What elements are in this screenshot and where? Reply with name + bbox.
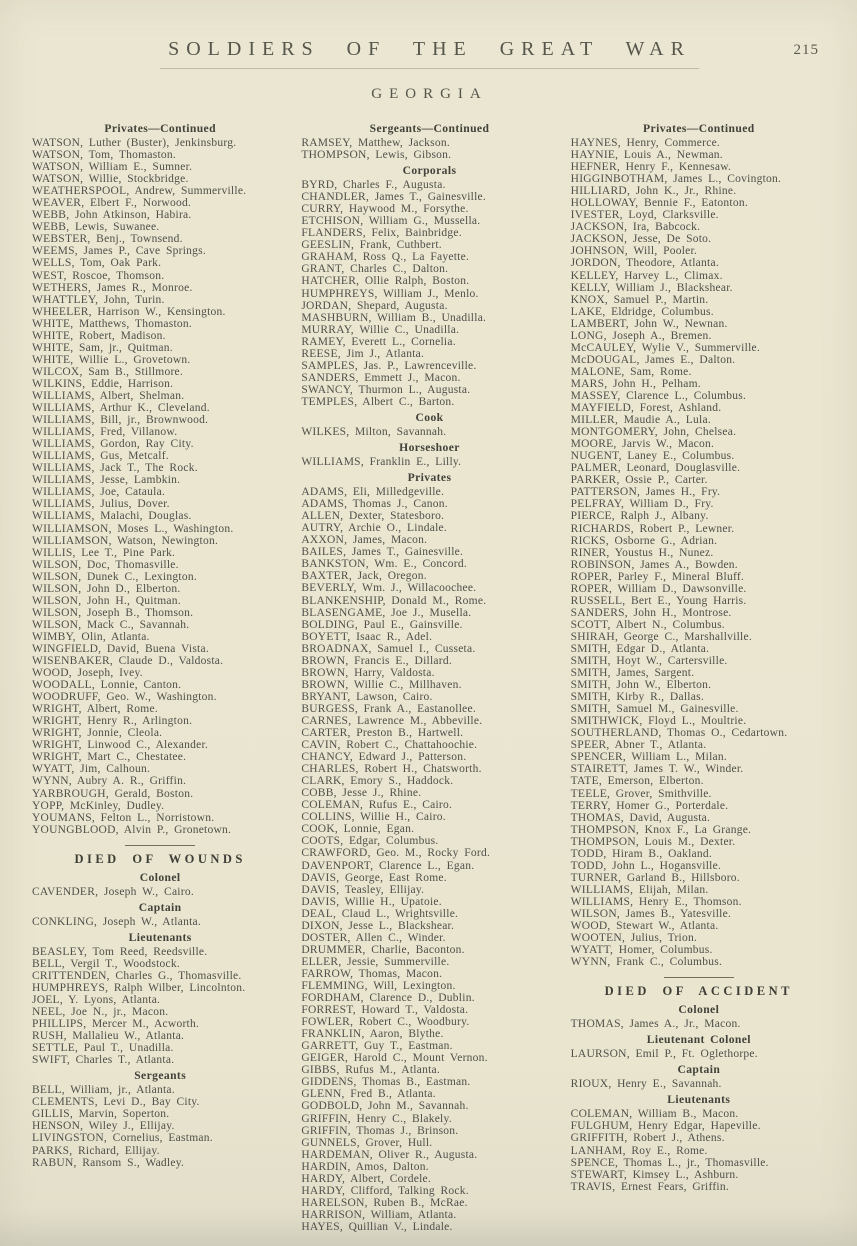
roster-entry: WRIGHT, Albert, Rome. [32,703,158,716]
roster-entry: WEAVER, Elbert F., Norwood. [32,197,192,210]
roster-entry: RUSH, Mallalieu W., Atlanta. [32,1030,185,1043]
roster-entry: SHIRAH, George C., Marshallville. [570,630,752,643]
rank-heading: Lieutenants [667,1093,731,1107]
roster-entry: WATSON, Luther (Buster), Jenkinsburg. [32,137,237,149]
roster-entry: COLEMAN, Rufus E., Cairo. [301,799,453,812]
roster-entry: SPEER, Abner T., Atlanta. [570,739,707,752]
roster-entry: GUNNELS, Grover, Hull. [301,1136,433,1149]
roster-entry: GODBOLD, John M., Savannah. [301,1100,469,1113]
roster-entry: TODD, Hiram B., Oakland. [570,847,713,860]
roster-entry: WILLIAMS, Jack T., The Rock. [32,462,198,475]
roster-entry: WHEELER, Harrison W., Kensington. [32,305,226,318]
rank-heading: Lieutenants [128,930,192,944]
roster-entry: HARELSON, Ruben B., McRae. [301,1196,468,1209]
roster-entry: BLASENGAME, Joe J., Musella. [301,606,472,619]
roster-entry: SCOTT, Albert N., Columbus. [570,618,725,631]
roster-entry: ROBINSON, James A., Bowden. [570,558,738,571]
roster-entry: BOLDING, Paul E., Gainsville. [301,618,463,631]
roster-entry: WHITE, Matthews, Thomaston. [32,317,193,330]
roster-entry: COLEMAN, William B., Macon. [570,1108,739,1121]
roster-entry: GEIGER, Harold C., Mount Vernon. [301,1052,488,1065]
roster-entry: WETHERS, James R., Monroe. [32,281,193,294]
roster-entry: ROPER, Parley F., Mineral Bluff. [570,570,745,583]
roster-entry: JACKSON, Ira, Babcock. [570,221,701,234]
roster-entry: JOHNSON, Will, Pooler. [570,245,698,258]
roster-entry: LIVINGSTON, Cornelius, Eastman. [32,1132,213,1145]
roster-entry: FULGHUM, Henry Edgar, Hapeville. [570,1120,761,1133]
roster-entry: WILLIS, Lee T., Pine Park. [32,546,176,559]
roster-entry: WILLIAMS, Arthur K., Cleveland. [32,402,210,415]
roster-entry: KNOX, Samuel P., Martin. [570,293,709,306]
roster-entry: WILSON, Mack C., Savannah. [32,618,190,631]
roster-entry: WILLIAMS, Franklin E., Lilly. [301,456,462,469]
roster-entry: SANDERS, Emmett J., Macon. [301,371,461,384]
roster-entry: COBB, Jesse J., Rhine. [301,787,422,800]
roster-entry: STEWART, Kimsey L., Ashburn. [570,1168,739,1181]
roster-entry: ADAMS, Eli, Milledgeville. [301,486,445,499]
roster-entry: WILLIAMS, Julius, Dover. [32,498,170,511]
rank-heading: Privates—Continued [643,122,755,135]
roster-entry: CRITTENDEN, Charles G., Thomasville. [32,969,242,982]
roster-entry: LAURSON, Emil P., Ft. Oglethorpe. [570,1048,758,1061]
roster-entry: SMITH, James, Sargent. [570,667,695,680]
roster-entry: HENSON, Wiley J., Ellijay. [32,1120,175,1133]
roster-entry: FLEMMING, Will, Lexington. [301,980,456,992]
roster-entry: WEBSTER, Benj., Townsend. [32,233,183,246]
roster-entry: WILLIAMS, Albert, Shelman. [32,389,185,402]
roster-entry: SETTLE, Paul T., Unadilla. [32,1042,174,1055]
roster-column [32,119,288,1169]
roster-entry: WEEMS, James P., Cave Springs. [32,245,207,258]
roster-entry: DOSTER, Allen C., Winder. [301,931,446,944]
roster-entry: DEAL, Claud L., Wrightsville. [301,907,459,920]
page-number: 215 [793,42,819,58]
rank-heading: Captain [138,900,182,914]
roster-entry: GRIFFITH, Robert J., Athens. [570,1132,725,1145]
roster-entry: PHILLIPS, Mercer M., Acworth. [32,1018,200,1031]
roster-entry: LAMBERT, John W., Newnan. [570,317,728,330]
roster-entry: DIXON, Jesse L., Blackshear. [301,919,455,932]
page-header [32,38,827,72]
roster-entry: AUTRY, Archie O., Lindale. [301,522,448,535]
roster-entry: LONG, Joseph A., Bremen. [570,329,712,342]
roster-entry: COOTS, Edgar, Columbus. [301,835,439,848]
roster-entry: WRIGHT, Linwood C., Alexander. [32,739,209,752]
roster-entry: FARROW, Thomas, Macon. [301,967,443,980]
roster-entry: GIBBS, Rufus M., Atlanta. [301,1064,440,1077]
roster-entry: HEFNER, Henry F., Kennesaw. [570,161,732,174]
roster-entry: WATSON, William E., Sumner. [32,161,193,174]
roster-entry: WYNN, Frank C., Columbus. [570,956,723,969]
roster-entry: MURRAY, Willie C., Unadilla. [301,323,460,336]
roster-entry: SWANCY, Thurmon L., Augusta. [301,383,471,396]
roster-entry: HARDIN, Amos, Dalton. [301,1160,429,1173]
roster-entry: GRAHAM, Ross Q., La Fayette. [301,251,470,264]
rank-heading: Colonel [678,1003,720,1017]
roster-entry: HATCHER, Ollie Ralph, Boston. [301,275,470,288]
roster-entry: HUMPHREYS, Ralph Wilber, Lincolnton. [32,981,246,994]
roster-entry: THOMPSON, Louis M., Dexter. [570,835,736,848]
roster-entry: BELL, William, jr., Atlanta. [32,1084,175,1097]
roster-entry: WOOTEN, Julius, Trion. [570,932,698,945]
roster-entry: GEESLIN, Frank, Cuthbert. [301,239,442,252]
roster-entry: HARDY, Albert, Cordele. [301,1172,432,1185]
rank-heading: Captain [677,1063,721,1077]
roster-entry: BROWN, Francis E., Dillard. [301,654,452,667]
roster-entry: PALMER, Leonard, Douglasville. [570,462,741,475]
roster-column [571,119,827,1193]
roster-entry: ALLEN, Dexter, Statesboro. [301,510,445,523]
rank-heading: Privates—Continued [104,122,216,135]
roster-entry: WEBB, John Atkinson, Habira. [32,209,192,222]
roster-entry: RAMEY, Everett L., Cornelia. [301,335,456,348]
roster-entry: CLEMENTS, Levi D., Bay City. [32,1096,200,1109]
state-heading: GEORGIA [371,86,488,102]
roster-entry: GILLIS, Marvin, Soperton. [32,1108,170,1121]
roster-entry: LAKE, Eldridge, Columbus. [570,305,714,318]
roster-entry: BRYANT, Lawson, Cairo. [301,690,433,703]
roster-entry: WILSON, James B., Yatesville. [570,908,732,920]
roster-entry: HOLLOWAY, Bennie F., Eatonton. [570,197,748,210]
roster-entry: SAMPLES, Jas. P., Lawrenceville. [301,359,477,372]
roster-entry: FORREST, Howard T., Valdosta. [301,1004,469,1017]
roster-entry: GLENN, Fred B., Atlanta. [301,1088,436,1101]
roster-entry: WEATHERSPOOL, Andrew, Summerville. [32,185,247,198]
roster-entry: CARNES, Lawrence M., Abbeville. [301,714,483,727]
roster-entry: WILLIAMS, Gordon, Ray City. [32,438,194,451]
roster-entry: BROWN, Harry, Valdosta. [301,666,435,679]
roster-entry: GARRETT, Guy T., Eastman. [301,1040,453,1053]
roster-entry: RIOUX, Henry E., Savannah. [570,1078,722,1091]
roster-entry: SMITH, Samuel M., Gainesville. [570,703,739,716]
roster-entry: JORDON, Theodore, Atlanta. [570,257,719,270]
roster-entry: WOOD, Joseph, Ivey. [32,667,143,680]
roster-entry: RICHARDS, Robert P., Lewner. [570,522,735,535]
roster-entry: HUMPHREYS, William J., Menlo. [301,287,479,300]
roster-entry: MILLER, Maudie A., Lula. [570,414,711,427]
roster-entry: THOMAS, James A., Jr., Macon. [570,1018,741,1031]
roster-entry: WILCOX, Sam B., Stillmore. [32,365,184,378]
roster-entry: BEASLEY, Tom Reed, Reedsville. [32,945,208,958]
roster-entry: HARDY, Clifford, Talking Rock. [301,1184,469,1197]
roster-entry: WILLIAMSON, Moses L., Washington. [32,522,234,535]
roster-entry: FLANDERS, Felix, Bainbridge. [301,227,462,240]
roster-entry: MARS, John H., Pelham. [570,377,701,390]
roster-entry: WHITE, Willie L., Grovetown. [32,353,191,366]
section-divider [125,845,195,846]
roster-entry: NUGENT, Laney E., Columbus. [570,450,735,463]
roster-entry: WILLIAMS, Gus, Metcalf. [32,450,169,463]
roster-entry: ROPER, William D., Dawsonville. [570,582,747,595]
roster-entry: CAVENDER, Joseph W., Cairo. [32,885,194,898]
section-divider [664,977,734,978]
roster-entry: KELLEY, Harvey L., Climax. [570,269,723,282]
roster-entry: SMITHWICK, Floyd L., Moultrie. [570,715,747,728]
roster-entry: WOOD, Stewart W., Atlanta. [570,920,719,933]
roster-entry: THOMAS, David, Augusta. [570,811,711,824]
roster-entry: HAYNIE, Louis A., Newman. [570,149,723,162]
roster-entry: YOUNGBLOOD, Alvin P., Gronetown. [32,823,232,836]
roster-entry: SPENCE, Thomas L., jr., Thomasville. [570,1156,769,1169]
roster-entry: RINER, Youstus H., Nunez. [570,546,714,559]
roster-entry: WATSON, Willie, Stockbridge. [32,173,189,186]
roster-entry: CRAWFORD, Geo. M., Rocky Ford. [301,847,491,860]
roster-entry: THOMPSON, Lewis, Gibson. [301,149,452,162]
roster-entry: BLANKENSHIP, Donald M., Rome. [301,594,487,607]
roster-entry: WEBB, Lewis, Suwanee. [32,221,160,234]
roster-entry: WYNN, Aubry A. R., Griffin. [32,775,187,788]
roster-entry: RAMSEY, Matthew, Jackson. [301,137,450,149]
roster-entry: CHARLES, Robert H., Chatsworth. [301,763,482,776]
roster-entry: TURNER, Garland B., Hillsboro. [570,871,740,884]
roster-entry: SANDERS, John H., Montrose. [570,606,732,619]
roster-entry: WYATT, Jim, Calhoun. [32,763,151,776]
roster-entry: BROADNAX, Samuel I., Cusseta. [301,642,476,655]
roster-entry: BANKSTON, Wm. E., Concord. [301,558,467,571]
roster-entry: WRIGHT, Henry R., Arlington. [32,715,193,728]
roster-entry: YOUMANS, Felton L., Norristown. [32,811,215,824]
roster-entry: BEVERLY, Wm. J., Willacoochee. [301,582,477,595]
roster-entry: BROWN, Willie C., Millhaven. [301,678,462,691]
roster-entry: LANHAM, Roy E., Rome. [570,1144,708,1157]
roster-entry: TEMPLES, Albert C., Barton. [301,395,455,408]
roster-entry: WILLIAMSON, Watson, Newington. [32,534,219,547]
roster-entry: SOUTHERLAND, Thomas O., Cedartown. [570,727,788,740]
roster-entry: HAYNES, Henry, Commerce. [570,137,721,149]
roster-entry: WILLIAMS, Fred, Villanow. [32,426,178,439]
roster-entry: DRUMMER, Charlie, Baconton. [301,943,465,956]
roster-entry: KELLY, William J., Blackshear. [570,281,733,294]
roster-entry: PARKS, Richard, Ellijay. [32,1144,160,1157]
roster-entry: BELL, Vergil T., Woodstock. [32,957,181,970]
roster-entry: SMITH, Hoyt W., Cartersville. [570,655,728,668]
rank-heading: Sergeants—Continued [369,122,490,135]
roster-entry: WILSON, Joseph B., Thomson. [32,606,194,619]
roster-entry: CURRY, Haywood M., Forsythe. [301,203,469,216]
roster-entry: IVESTER, Loyd, Clarksville. [570,209,719,222]
roster-entry: SMITH, Edgar D., Atlanta. [570,642,710,655]
roster-entry: SMITH, John W., Elberton. [570,679,712,692]
roster-entry: BYRD, Charles F., Augusta. [301,179,446,192]
roster-entry: MOORE, Jarvis W., Macon. [570,438,715,451]
roster-entry: MAYFIELD, Forest, Ashland. [570,402,722,415]
roster-entry: MASHBURN, William B., Unadilla. [301,311,487,324]
roster-entry: BAILES, James T., Gainesville. [301,546,464,559]
roster-entry: JOEL, Y. Lyons, Atlanta. [32,994,161,1006]
roster-entry: WEST, Roscoe, Thomson. [32,269,165,282]
rank-heading: Sergeants [134,1069,187,1083]
roster-entry: PELFRAY, William D., Fry. [570,498,714,511]
roster-entry: YARBROUGH, Gerald, Boston. [32,787,194,800]
roster-entry: MONTGOMERY, John, Chelsea. [570,426,737,439]
roster-entry: SMITH, Kirby R., Dallas. [570,691,704,704]
roster-entry: THOMPSON, Knox F., La Grange. [570,823,752,836]
roster-entry: GIDDENS, Thomas B., Eastman. [301,1076,471,1089]
roster-entry: REESE, Jim J., Atlanta. [301,347,425,360]
roster-entry: DAVIS, George, East Rome. [301,871,447,884]
rank-heading: Privates [407,471,452,485]
roster-entry: DAVIS, Willie H., Upatoie. [301,895,442,908]
roster-entry: COOK, Lonnie, Egan. [301,823,415,836]
roster-entry: COLLINS, Willie H., Cairo. [301,811,446,824]
roster-entry: BAXTER, Jack, Oregon. [301,570,427,583]
roster-entry: WRIGHT, Jonnie, Cleola. [32,727,163,740]
roster-entry: DAVENPORT, Clarence L., Egan. [301,859,475,872]
roster-entry: SWIFT, Charles T., Atlanta. [32,1054,175,1067]
roster-entry: WHITE, Sam, jr., Quitman. [32,341,173,354]
page-title: SOLDIERS OF THE GREAT WAR [160,38,699,69]
rank-heading: Horseshoer [399,441,460,455]
roster-entry: WILSON, John H., Quitman. [32,594,181,607]
roster-entry: CHANDLER, James T., Gainesville. [301,191,487,204]
rank-heading: Colonel [139,870,181,884]
roster-entry: McDOUGAL, James E., Dalton. [570,353,736,366]
roster-entry: AXXON, James, Macon. [301,534,428,547]
roster-entry: WILSON, John D., Elberton. [32,582,181,595]
roster-entry: PARKER, Ossie P., Carter. [570,474,708,487]
roster-entry: TODD, John L., Hogansville. [570,859,722,872]
roster-entry: MASSEY, Clarence L., Columbus. [570,389,747,402]
roster-entry: CONKLING, Joseph W., Atlanta. [32,915,202,928]
roster-entry: WYATT, Homer, Columbus. [570,944,713,957]
roster-entry: RICKS, Osborne G., Adrian. [570,534,718,547]
roster-entry: SPENCER, William L., Milan. [570,751,728,764]
roster-entry: FORDHAM, Clarence D., Dublin. [301,992,475,1005]
roster-entry: WINGFIELD, David, Buena Vista. [32,642,209,655]
roster-entry: WRIGHT, Mart C., Chestatee. [32,751,187,764]
roster-entry: MALONE, Sam, Rome. [570,365,692,378]
roster-entry: YOPP, McKinley, Dudley. [32,799,165,812]
roster-entry: HIGGINBOTHAM, James L., Covington. [570,173,782,186]
roster-entry: WILLIAMS, Elijah, Milan. [570,883,709,896]
roster-entry: TRAVIS, Ernest Fears, Griffin. [570,1180,729,1193]
roster-entry: WILLIAMS, Henry E., Thomson. [570,895,742,908]
rank-heading: Lieutenant Colonel [646,1033,751,1047]
roster-entry: HARRISON, William, Atlanta. [301,1208,457,1221]
roster-entry: TERRY, Homer G., Porterdale. [570,799,729,812]
section-heading: DIED OF WOUNDS [74,851,246,866]
roster-entry: WILLIAMS, Joe, Cataula. [32,486,166,499]
roster-entry: WILKINS, Eddie, Harrison. [32,377,174,390]
roster-entry: PIERCE, Ralph J., Albany. [570,510,709,523]
roster-entry: ETCHISON, William G., Mussella. [301,215,481,228]
roster-entry: GRIFFIN, Henry C., Blakely. [301,1112,452,1125]
roster-entry: ADAMS, Thomas J., Canon. [301,498,448,511]
rank-heading: Cook [415,410,444,424]
roster-entry: WOODALL, Lonnie, Canton. [32,679,182,692]
roster-entry: CAVIN, Robert C., Chattahoochie. [301,739,478,752]
roster-column [301,119,557,1233]
roster-entry: GRANT, Charles C., Dalton. [301,263,449,276]
roster-entry: GRIFFIN, Thomas J., Brinson. [301,1124,459,1137]
roster-entry: HILLIARD, John K., Jr., Rhine. [570,185,737,198]
roster-entry: WILKES, Milton, Savannah. [301,425,447,438]
roster-entry: WATSON, Tom, Thomaston. [32,149,177,162]
roster-entry: STAIRETT, James T. W., Winder. [570,763,744,776]
roster-entry: CARTER, Preston B., Hartwell. [301,727,464,740]
roster-entry: TATE, Emerson, Elberton. [570,775,704,788]
roster-entry: WELLS, Tom, Oak Park. [32,257,162,270]
roster-entry: HARDEMAN, Oliver R., Augusta. [301,1148,478,1161]
roster-entry: WIMBY, Olin, Atlanta. [32,630,150,643]
roster-entry: JACKSON, Jesse, De Soto. [570,233,712,246]
roster-entry: WHATTLEY, John, Turin. [32,293,165,306]
roster-entry: NEEL, Joe N., jr., Macon. [32,1006,169,1019]
roster-entry: WILSON, Doc, Thomasville. [32,558,179,571]
roster-entry: CLARK, Emory S., Haddock. [301,775,454,788]
roster-entry: WHITE, Robert, Madison. [32,329,166,342]
roster-entry: FOWLER, Robert C., Woodbury. [301,1016,470,1029]
roster-entry: McCAULEY, Wylie V., Summerville. [570,341,760,354]
section-heading: DIED OF ACCIDENT [604,984,794,999]
roster-entry: JORDAN, Shepard, Augusta. [301,299,448,312]
roster-entry: WISENBAKER, Claude D., Valdosta. [32,655,224,668]
roster-entry: WILLIAMS, Jesse, Lambkin. [32,474,181,487]
roster-entry: DAVIS, Teasley, Ellijay. [301,883,425,896]
roster-entry: WILLIAMS, Bill, jr., Brownwood. [32,414,209,427]
roster-entry: BOYETT, Isaac R., Adel. [301,630,433,643]
roster-entry: WOODRUFF, Geo. W., Washington. [32,691,217,704]
roster-columns [32,119,827,1233]
roster-entry: PATTERSON, James H., Fry. [570,486,721,499]
roster-entry: HAYES, Quillian V., Lindale. [301,1220,453,1233]
roster-entry: CHANCY, Edward J., Patterson. [301,751,467,764]
roster-entry: ELLER, Jessie, Summerville. [301,955,450,968]
roster-entry: RABUN, Ransom S., Wadley. [32,1156,185,1169]
roster-entry: WILLIAMS, Malachi, Douglas. [32,510,192,523]
roster-entry: FRANKLIN, Aaron, Blythe. [301,1028,444,1041]
roster-entry: WILSON, Dunek C., Lexington. [32,570,197,583]
rank-heading: Corporals [402,164,457,178]
roster-entry: RUSSELL, Bert E., Young Harris. [570,594,747,607]
roster-entry: BURGESS, Frank A., Eastanollee. [301,702,476,715]
roster-entry: TEELE, Grover, Smithville. [570,787,712,800]
